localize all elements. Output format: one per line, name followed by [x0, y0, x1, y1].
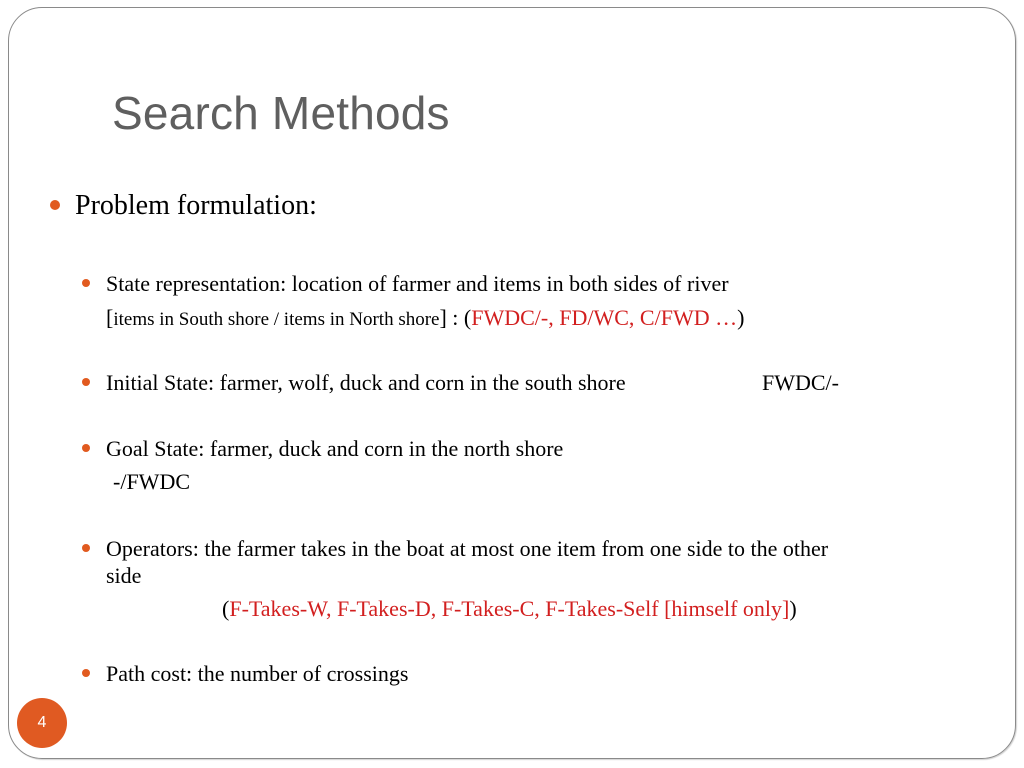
- bullet-dot-icon: [82, 279, 90, 287]
- initial-state-text: Initial State: farmer, wolf, duck and corn in the south shore: [106, 370, 626, 395]
- main-bullet-text: Problem formulation:: [75, 190, 317, 221]
- initial-state-code: FWDC/-: [762, 370, 839, 395]
- bullet-dot-icon: [82, 378, 90, 386]
- path-cost-text: Path cost: the number of crossings: [106, 661, 409, 686]
- bullet-dot-icon: [82, 444, 90, 452]
- state-rep-close-paren: ): [737, 305, 745, 330]
- operators-list: [222, 595, 797, 623]
- operators-close-paren: ): [789, 596, 797, 621]
- operators-open-paren: (: [222, 596, 230, 621]
- bullet-dot-icon: [82, 669, 90, 677]
- state-rep-open-bracket: [: [106, 305, 114, 330]
- bullet-dot-icon: [82, 544, 90, 552]
- state-rep-line1: State representation: location of farmer and items in both sides of river: [106, 271, 729, 296]
- goal-state-code: -/FWDC: [113, 469, 190, 494]
- operators-line2: side: [106, 563, 142, 588]
- page-number-badge: 4: [17, 698, 67, 748]
- state-rep-close-text: ] : (: [439, 305, 472, 330]
- goal-state-text: Goal State: farmer, duck and corn in the north shore: [106, 436, 564, 461]
- state-rep-line2: [106, 304, 744, 334]
- state-rep-example: FWDC/-, FD/WC, C/FWD …: [471, 305, 738, 330]
- operators-line1: Operators: the farmer takes in the boat at most one item from one side to the other: [106, 536, 829, 561]
- operators-list-text: F-Takes-W, F-Takes-D, F-Takes-C, F-Takes-Self [himself only]: [229, 596, 790, 621]
- slide-title: Search Methods: [112, 87, 450, 139]
- state-rep-bracket-text: items in South shore / items in North shore: [113, 309, 440, 330]
- bullet-dot-icon: [50, 200, 60, 210]
